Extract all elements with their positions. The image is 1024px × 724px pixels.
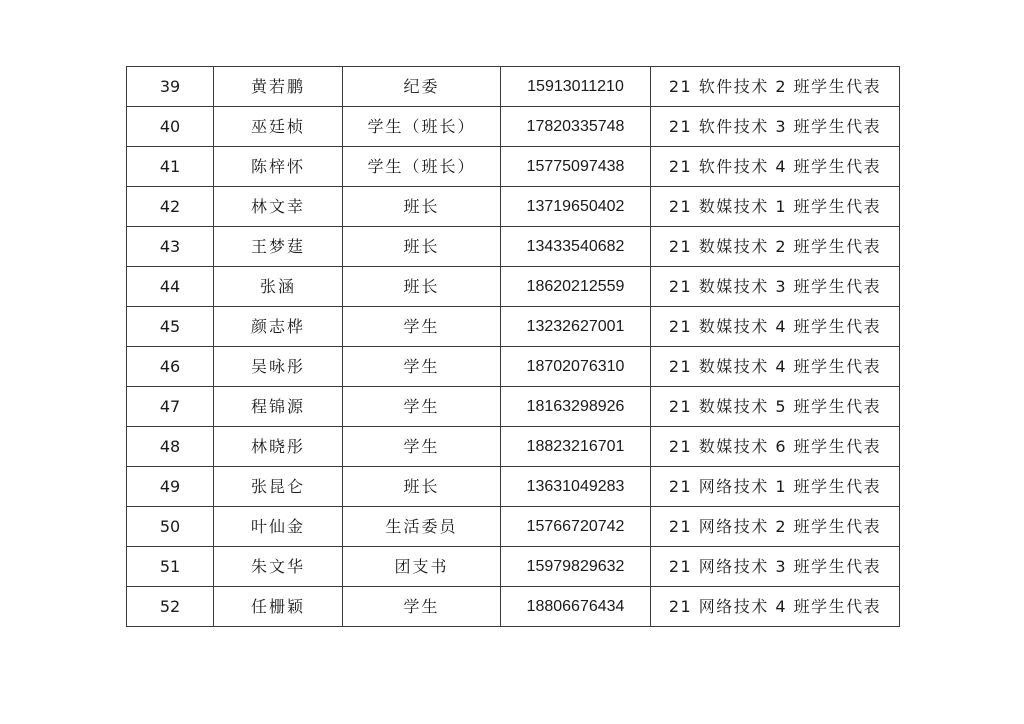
role-cell: 学生 xyxy=(343,387,501,427)
note-cell: 21 数媒技术 4 班学生代表 xyxy=(651,347,900,387)
row-number-cell: 51 xyxy=(127,547,214,587)
role-cell: 班长 xyxy=(343,227,501,267)
row-number-cell: 49 xyxy=(127,467,214,507)
note-cell: 21 软件技术 4 班学生代表 xyxy=(651,147,900,187)
name-cell: 叶仙金 xyxy=(214,507,343,547)
name-cell: 张昆仑 xyxy=(214,467,343,507)
table-row xyxy=(127,347,900,387)
note-cell: 21 网络技术 4 班学生代表 xyxy=(651,587,900,627)
row-number-cell: 43 xyxy=(127,227,214,267)
row-number-cell: 50 xyxy=(127,507,214,547)
name-cell: 颜志桦 xyxy=(214,307,343,347)
name-cell: 林文幸 xyxy=(214,187,343,227)
roster-table xyxy=(126,66,900,627)
table-row xyxy=(127,107,900,147)
name-cell: 程锦源 xyxy=(214,387,343,427)
note-cell: 21 数媒技术 2 班学生代表 xyxy=(651,227,900,267)
role-cell: 团支书 xyxy=(343,547,501,587)
name-cell: 张涵 xyxy=(214,267,343,307)
row-number-cell: 46 xyxy=(127,347,214,387)
table-row xyxy=(127,467,900,507)
row-number-cell: 52 xyxy=(127,587,214,627)
phone-cell: 13631049283 xyxy=(501,467,651,507)
role-cell: 纪委 xyxy=(343,67,501,107)
phone-cell: 18702076310 xyxy=(501,347,651,387)
table-row xyxy=(127,387,900,427)
role-cell: 学生（班长） xyxy=(343,147,501,187)
table-row xyxy=(127,147,900,187)
phone-cell: 13719650402 xyxy=(501,187,651,227)
role-cell: 班长 xyxy=(343,187,501,227)
table-row xyxy=(127,67,900,107)
name-cell: 黄若鹏 xyxy=(214,67,343,107)
table-row xyxy=(127,267,900,307)
table-row xyxy=(127,187,900,227)
phone-cell: 15979829632 xyxy=(501,547,651,587)
phone-cell: 18823216701 xyxy=(501,427,651,467)
role-cell: 班长 xyxy=(343,267,501,307)
row-number-cell: 39 xyxy=(127,67,214,107)
role-cell: 学生 xyxy=(343,307,501,347)
name-cell: 王梦莛 xyxy=(214,227,343,267)
phone-cell: 18620212559 xyxy=(501,267,651,307)
note-cell: 21 数媒技术 4 班学生代表 xyxy=(651,307,900,347)
note-cell: 21 数媒技术 1 班学生代表 xyxy=(651,187,900,227)
row-number-cell: 41 xyxy=(127,147,214,187)
phone-cell: 18806676434 xyxy=(501,587,651,627)
phone-cell: 15775097438 xyxy=(501,147,651,187)
name-cell: 巫廷桢 xyxy=(214,107,343,147)
table-row xyxy=(127,547,900,587)
row-number-cell: 45 xyxy=(127,307,214,347)
note-cell: 21 网络技术 1 班学生代表 xyxy=(651,467,900,507)
role-cell: 学生 xyxy=(343,347,501,387)
note-cell: 21 数媒技术 5 班学生代表 xyxy=(651,387,900,427)
note-cell: 21 网络技术 2 班学生代表 xyxy=(651,507,900,547)
role-cell: 学生 xyxy=(343,587,501,627)
table-row xyxy=(127,507,900,547)
note-cell: 21 数媒技术 6 班学生代表 xyxy=(651,427,900,467)
phone-cell: 15766720742 xyxy=(501,507,651,547)
role-cell: 班长 xyxy=(343,467,501,507)
table-row xyxy=(127,427,900,467)
name-cell: 陈梓怀 xyxy=(214,147,343,187)
roster-table-body xyxy=(127,67,900,627)
name-cell: 吴咏彤 xyxy=(214,347,343,387)
note-cell: 21 软件技术 3 班学生代表 xyxy=(651,107,900,147)
note-cell: 21 数媒技术 3 班学生代表 xyxy=(651,267,900,307)
role-cell: 生活委员 xyxy=(343,507,501,547)
table-row xyxy=(127,227,900,267)
role-cell: 学生（班长） xyxy=(343,107,501,147)
row-number-cell: 40 xyxy=(127,107,214,147)
phone-cell: 18163298926 xyxy=(501,387,651,427)
name-cell: 任栅颖 xyxy=(214,587,343,627)
name-cell: 林晓彤 xyxy=(214,427,343,467)
phone-cell: 13433540682 xyxy=(501,227,651,267)
note-cell: 21 软件技术 2 班学生代表 xyxy=(651,67,900,107)
row-number-cell: 44 xyxy=(127,267,214,307)
row-number-cell: 48 xyxy=(127,427,214,467)
note-cell: 21 网络技术 3 班学生代表 xyxy=(651,547,900,587)
phone-cell: 17820335748 xyxy=(501,107,651,147)
phone-cell: 15913011210 xyxy=(501,67,651,107)
table-row xyxy=(127,307,900,347)
phone-cell: 13232627001 xyxy=(501,307,651,347)
row-number-cell: 42 xyxy=(127,187,214,227)
row-number-cell: 47 xyxy=(127,387,214,427)
name-cell: 朱文华 xyxy=(214,547,343,587)
role-cell: 学生 xyxy=(343,427,501,467)
table-row xyxy=(127,587,900,627)
